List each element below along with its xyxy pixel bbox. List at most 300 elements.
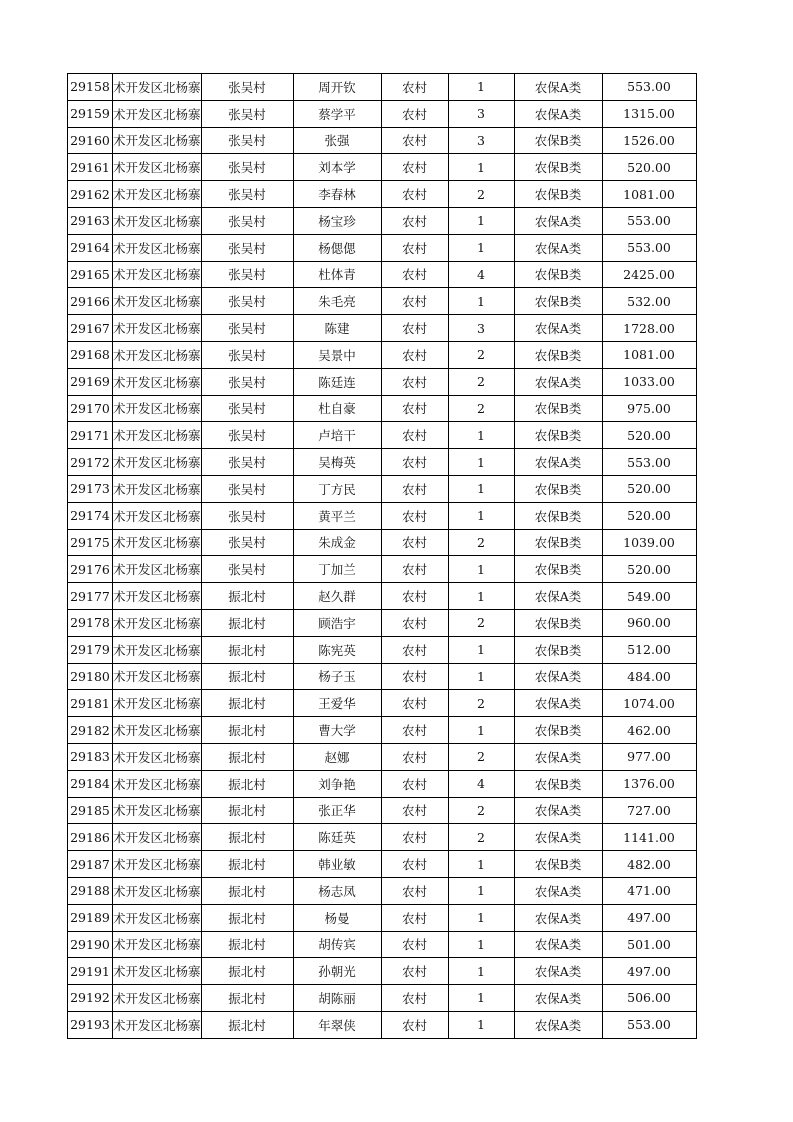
household-type-cell: 农村 [381,583,448,610]
person-name-cell: 杨曼 [293,904,381,931]
household-type-cell: 农村 [381,985,448,1012]
insurance-category-cell: 农保B类 [514,717,602,744]
table-row [68,395,697,422]
person-name-cell: 周开钦 [293,74,381,101]
table-row [68,797,697,824]
person-name-cell: 王爱华 [293,690,381,717]
village-name-cell: 振北村 [201,1011,293,1038]
village-name-cell: 振北村 [201,985,293,1012]
area-name-cell: 术开发区北杨寨 [113,395,202,422]
record-id-cell: 29171 [68,422,113,449]
area-name-cell: 术开发区北杨寨 [113,315,202,342]
table-row [68,181,697,208]
person-name-cell: 韩业敏 [293,851,381,878]
amount-cell: 549.00 [602,583,696,610]
insurance-category-cell: 农保A类 [514,797,602,824]
person-name-cell: 杨志凤 [293,877,381,904]
amount-cell: 2425.00 [602,261,696,288]
amount-cell: 975.00 [602,395,696,422]
record-id-cell: 29193 [68,1011,113,1038]
table-row [68,770,697,797]
household-type-cell: 农村 [381,315,448,342]
person-name-cell: 曹大学 [293,717,381,744]
household-type-cell: 农村 [381,663,448,690]
table-row [68,1011,697,1038]
member-count-cell: 4 [448,261,514,288]
insurance-category-cell: 农保A类 [514,368,602,395]
insurance-category-cell: 农保B类 [514,288,602,315]
member-count-cell: 2 [448,609,514,636]
amount-cell: 471.00 [602,877,696,904]
table-row [68,877,697,904]
table-row [68,341,697,368]
village-name-cell: 张吴村 [201,181,293,208]
member-count-cell: 1 [448,422,514,449]
insurance-category-cell: 农保B类 [514,395,602,422]
area-name-cell: 术开发区北杨寨 [113,931,202,958]
person-name-cell: 刘本学 [293,154,381,181]
member-count-cell: 1 [448,904,514,931]
table-row [68,743,697,770]
insurance-category-cell: 农保A类 [514,877,602,904]
village-name-cell: 张吴村 [201,100,293,127]
amount-cell: 1081.00 [602,341,696,368]
village-name-cell: 张吴村 [201,395,293,422]
table-row [68,288,697,315]
record-id-cell: 29158 [68,74,113,101]
record-id-cell: 29179 [68,636,113,663]
member-count-cell: 3 [448,315,514,342]
amount-cell: 553.00 [602,234,696,261]
member-count-cell: 2 [448,797,514,824]
area-name-cell: 术开发区北杨寨 [113,341,202,368]
record-id-cell: 29166 [68,288,113,315]
record-id-cell: 29170 [68,395,113,422]
insurance-category-cell: 农保A类 [514,824,602,851]
person-name-cell: 张强 [293,127,381,154]
member-count-cell: 1 [448,717,514,744]
person-name-cell: 丁加兰 [293,556,381,583]
table-row [68,904,697,931]
table-row [68,368,697,395]
household-type-cell: 农村 [381,851,448,878]
record-id-cell: 29181 [68,690,113,717]
village-name-cell: 张吴村 [201,341,293,368]
area-name-cell: 术开发区北杨寨 [113,181,202,208]
village-name-cell: 振北村 [201,609,293,636]
area-name-cell: 术开发区北杨寨 [113,502,202,529]
person-name-cell: 陈宪英 [293,636,381,663]
person-name-cell: 杜体青 [293,261,381,288]
area-name-cell: 术开发区北杨寨 [113,663,202,690]
record-id-cell: 29161 [68,154,113,181]
area-name-cell: 术开发区北杨寨 [113,877,202,904]
member-count-cell: 1 [448,288,514,315]
member-count-cell: 1 [448,931,514,958]
table-row [68,958,697,985]
area-name-cell: 术开发区北杨寨 [113,851,202,878]
member-count-cell: 2 [448,181,514,208]
household-type-cell: 农村 [381,690,448,717]
member-count-cell: 3 [448,100,514,127]
insurance-category-cell: 农保A类 [514,958,602,985]
record-id-cell: 29191 [68,958,113,985]
record-id-cell: 29178 [68,609,113,636]
village-name-cell: 张吴村 [201,449,293,476]
insurance-category-cell: 农保A类 [514,904,602,931]
table-row [68,422,697,449]
household-type-cell: 农村 [381,529,448,556]
area-name-cell: 术开发区北杨寨 [113,127,202,154]
amount-cell: 1315.00 [602,100,696,127]
area-name-cell: 术开发区北杨寨 [113,154,202,181]
insurance-category-cell: 农保A类 [514,1011,602,1038]
amount-cell: 497.00 [602,958,696,985]
insurance-category-cell: 农保B类 [514,556,602,583]
record-id-cell: 29189 [68,904,113,931]
member-count-cell: 1 [448,851,514,878]
area-name-cell: 术开发区北杨寨 [113,207,202,234]
area-name-cell: 术开发区北杨寨 [113,529,202,556]
member-count-cell: 1 [448,583,514,610]
area-name-cell: 术开发区北杨寨 [113,824,202,851]
record-id-cell: 29183 [68,743,113,770]
table-row [68,556,697,583]
area-name-cell: 术开发区北杨寨 [113,717,202,744]
household-type-cell: 农村 [381,636,448,663]
household-type-cell: 农村 [381,127,448,154]
area-name-cell: 术开发区北杨寨 [113,475,202,502]
village-name-cell: 振北村 [201,690,293,717]
area-name-cell: 术开发区北杨寨 [113,261,202,288]
household-type-cell: 农村 [381,717,448,744]
village-name-cell: 张吴村 [201,315,293,342]
village-name-cell: 振北村 [201,743,293,770]
household-type-cell: 农村 [381,449,448,476]
amount-cell: 501.00 [602,931,696,958]
person-name-cell: 赵久群 [293,583,381,610]
record-id-cell: 29168 [68,341,113,368]
record-id-cell: 29159 [68,100,113,127]
village-name-cell: 张吴村 [201,556,293,583]
household-type-cell: 农村 [381,181,448,208]
household-type-cell: 农村 [381,74,448,101]
area-name-cell: 术开发区北杨寨 [113,583,202,610]
amount-cell: 1141.00 [602,824,696,851]
member-count-cell: 2 [448,395,514,422]
member-count-cell: 1 [448,74,514,101]
area-name-cell: 术开发区北杨寨 [113,449,202,476]
amount-cell: 553.00 [602,1011,696,1038]
insurance-category-cell: 农保B类 [514,154,602,181]
insurance-category-cell: 农保A类 [514,315,602,342]
village-name-cell: 张吴村 [201,368,293,395]
member-count-cell: 1 [448,958,514,985]
insurance-category-cell: 农保A类 [514,931,602,958]
amount-cell: 553.00 [602,74,696,101]
household-type-cell: 农村 [381,395,448,422]
amount-cell: 977.00 [602,743,696,770]
area-name-cell: 术开发区北杨寨 [113,636,202,663]
household-type-cell: 农村 [381,824,448,851]
person-name-cell: 蔡学平 [293,100,381,127]
person-name-cell: 胡陈丽 [293,985,381,1012]
household-type-cell: 农村 [381,797,448,824]
village-name-cell: 振北村 [201,958,293,985]
person-name-cell: 李春林 [293,181,381,208]
amount-cell: 532.00 [602,288,696,315]
record-id-cell: 29173 [68,475,113,502]
person-name-cell: 孙朝光 [293,958,381,985]
insurance-category-cell: 农保A类 [514,449,602,476]
amount-cell: 520.00 [602,502,696,529]
amount-cell: 497.00 [602,904,696,931]
record-id-cell: 29180 [68,663,113,690]
amount-cell: 553.00 [602,449,696,476]
insurance-category-cell: 农保A类 [514,74,602,101]
insurance-category-cell: 农保B类 [514,609,602,636]
village-name-cell: 张吴村 [201,74,293,101]
person-name-cell: 丁方民 [293,475,381,502]
record-id-cell: 29172 [68,449,113,476]
village-name-cell: 张吴村 [201,127,293,154]
record-id-cell: 29186 [68,824,113,851]
amount-cell: 553.00 [602,207,696,234]
household-type-cell: 农村 [381,261,448,288]
person-name-cell: 刘争艳 [293,770,381,797]
member-count-cell: 2 [448,341,514,368]
area-name-cell: 术开发区北杨寨 [113,797,202,824]
village-name-cell: 张吴村 [201,154,293,181]
household-type-cell: 农村 [381,770,448,797]
record-id-cell: 29182 [68,717,113,744]
member-count-cell: 1 [448,877,514,904]
insurance-category-cell: 农保B类 [514,341,602,368]
insurance-category-cell: 农保A类 [514,207,602,234]
amount-cell: 506.00 [602,985,696,1012]
table-row [68,851,697,878]
person-name-cell: 胡传宾 [293,931,381,958]
person-name-cell: 吴景中 [293,341,381,368]
area-name-cell: 术开发区北杨寨 [113,74,202,101]
record-id-cell: 29163 [68,207,113,234]
insurance-category-cell: 农保B类 [514,127,602,154]
member-count-cell: 1 [448,663,514,690]
amount-cell: 1039.00 [602,529,696,556]
table-row [68,690,697,717]
household-type-cell: 农村 [381,877,448,904]
area-name-cell: 术开发区北杨寨 [113,368,202,395]
insurance-category-cell: 农保B类 [514,475,602,502]
area-name-cell: 术开发区北杨寨 [113,556,202,583]
insurance-category-cell: 农保B类 [514,502,602,529]
insurance-category-cell: 农保A类 [514,743,602,770]
table-row [68,74,697,101]
insurance-category-cell: 农保A类 [514,100,602,127]
member-count-cell: 1 [448,556,514,583]
table-row [68,154,697,181]
village-name-cell: 振北村 [201,717,293,744]
household-type-cell: 农村 [381,341,448,368]
village-name-cell: 振北村 [201,931,293,958]
amount-cell: 512.00 [602,636,696,663]
household-type-cell: 农村 [381,207,448,234]
household-type-cell: 农村 [381,154,448,181]
household-type-cell: 农村 [381,288,448,315]
table-row [68,475,697,502]
area-name-cell: 术开发区北杨寨 [113,100,202,127]
person-name-cell: 陈廷英 [293,824,381,851]
table-row [68,529,697,556]
amount-cell: 520.00 [602,154,696,181]
area-name-cell: 术开发区北杨寨 [113,985,202,1012]
person-name-cell: 朱成金 [293,529,381,556]
household-type-cell: 农村 [381,422,448,449]
member-count-cell: 1 [448,475,514,502]
record-id-cell: 29176 [68,556,113,583]
household-type-cell: 农村 [381,556,448,583]
record-id-cell: 29164 [68,234,113,261]
area-name-cell: 术开发区北杨寨 [113,288,202,315]
table-row [68,261,697,288]
village-name-cell: 振北村 [201,824,293,851]
household-type-cell: 农村 [381,368,448,395]
member-count-cell: 1 [448,154,514,181]
insurance-category-cell: 农保B类 [514,529,602,556]
area-name-cell: 术开发区北杨寨 [113,958,202,985]
member-count-cell: 1 [448,985,514,1012]
village-name-cell: 张吴村 [201,261,293,288]
village-name-cell: 振北村 [201,663,293,690]
record-id-cell: 29160 [68,127,113,154]
table-row [68,985,697,1012]
table-row [68,663,697,690]
person-name-cell: 顾浩宇 [293,609,381,636]
member-count-cell: 1 [448,449,514,476]
insurance-category-cell: 农保A类 [514,234,602,261]
household-type-cell: 农村 [381,234,448,261]
person-name-cell: 卢培干 [293,422,381,449]
person-name-cell: 杜自豪 [293,395,381,422]
person-name-cell: 杨子玉 [293,663,381,690]
member-count-cell: 3 [448,127,514,154]
person-name-cell: 杨偲偲 [293,234,381,261]
area-name-cell: 术开发区北杨寨 [113,422,202,449]
person-name-cell: 杨宝珍 [293,207,381,234]
household-type-cell: 农村 [381,475,448,502]
table-row [68,609,697,636]
area-name-cell: 术开发区北杨寨 [113,690,202,717]
record-id-cell: 29190 [68,931,113,958]
area-name-cell: 术开发区北杨寨 [113,609,202,636]
record-id-cell: 29167 [68,315,113,342]
household-type-cell: 农村 [381,743,448,770]
member-count-cell: 1 [448,502,514,529]
table-row [68,100,697,127]
table-row [68,449,697,476]
person-name-cell: 吴梅英 [293,449,381,476]
insurance-category-cell: 农保B类 [514,636,602,663]
amount-cell: 520.00 [602,422,696,449]
member-count-cell: 1 [448,234,514,261]
amount-cell: 1376.00 [602,770,696,797]
table-row [68,717,697,744]
household-type-cell: 农村 [381,1011,448,1038]
amount-cell: 1074.00 [602,690,696,717]
person-name-cell: 朱毛亮 [293,288,381,315]
insurance-category-cell: 农保A类 [514,663,602,690]
insurance-category-cell: 农保A类 [514,690,602,717]
amount-cell: 1033.00 [602,368,696,395]
village-name-cell: 振北村 [201,851,293,878]
person-name-cell: 陈建 [293,315,381,342]
records-table [67,73,697,1039]
insurance-category-cell: 农保B类 [514,261,602,288]
amount-cell: 520.00 [602,475,696,502]
area-name-cell: 术开发区北杨寨 [113,1011,202,1038]
record-id-cell: 29188 [68,877,113,904]
household-type-cell: 农村 [381,931,448,958]
record-id-cell: 29162 [68,181,113,208]
member-count-cell: 2 [448,529,514,556]
person-name-cell: 陈廷连 [293,368,381,395]
insurance-category-cell: 农保A类 [514,985,602,1012]
record-id-cell: 29177 [68,583,113,610]
record-id-cell: 29187 [68,851,113,878]
records-body [68,74,697,1039]
amount-cell: 520.00 [602,556,696,583]
village-name-cell: 振北村 [201,877,293,904]
household-type-cell: 农村 [381,904,448,931]
record-id-cell: 29185 [68,797,113,824]
village-name-cell: 张吴村 [201,234,293,261]
insurance-category-cell: 农保B类 [514,422,602,449]
table-row [68,636,697,663]
person-name-cell: 年翠侠 [293,1011,381,1038]
person-name-cell: 张正华 [293,797,381,824]
member-count-cell: 1 [448,1011,514,1038]
village-name-cell: 振北村 [201,583,293,610]
amount-cell: 482.00 [602,851,696,878]
person-name-cell: 黄平兰 [293,502,381,529]
area-name-cell: 术开发区北杨寨 [113,770,202,797]
member-count-cell: 2 [448,824,514,851]
village-name-cell: 振北村 [201,797,293,824]
table-row [68,824,697,851]
village-name-cell: 张吴村 [201,422,293,449]
area-name-cell: 术开发区北杨寨 [113,904,202,931]
record-id-cell: 29184 [68,770,113,797]
amount-cell: 1081.00 [602,181,696,208]
household-type-cell: 农村 [381,958,448,985]
record-id-cell: 29175 [68,529,113,556]
insurance-category-cell: 农保B类 [514,851,602,878]
village-name-cell: 振北村 [201,904,293,931]
village-name-cell: 振北村 [201,636,293,663]
table-row [68,583,697,610]
amount-cell: 1526.00 [602,127,696,154]
record-id-cell: 29192 [68,985,113,1012]
amount-cell: 960.00 [602,609,696,636]
insurance-category-cell: 农保B类 [514,770,602,797]
record-id-cell: 29165 [68,261,113,288]
area-name-cell: 术开发区北杨寨 [113,743,202,770]
household-type-cell: 农村 [381,100,448,127]
table-row [68,315,697,342]
member-count-cell: 1 [448,207,514,234]
area-name-cell: 术开发区北杨寨 [113,234,202,261]
member-count-cell: 4 [448,770,514,797]
